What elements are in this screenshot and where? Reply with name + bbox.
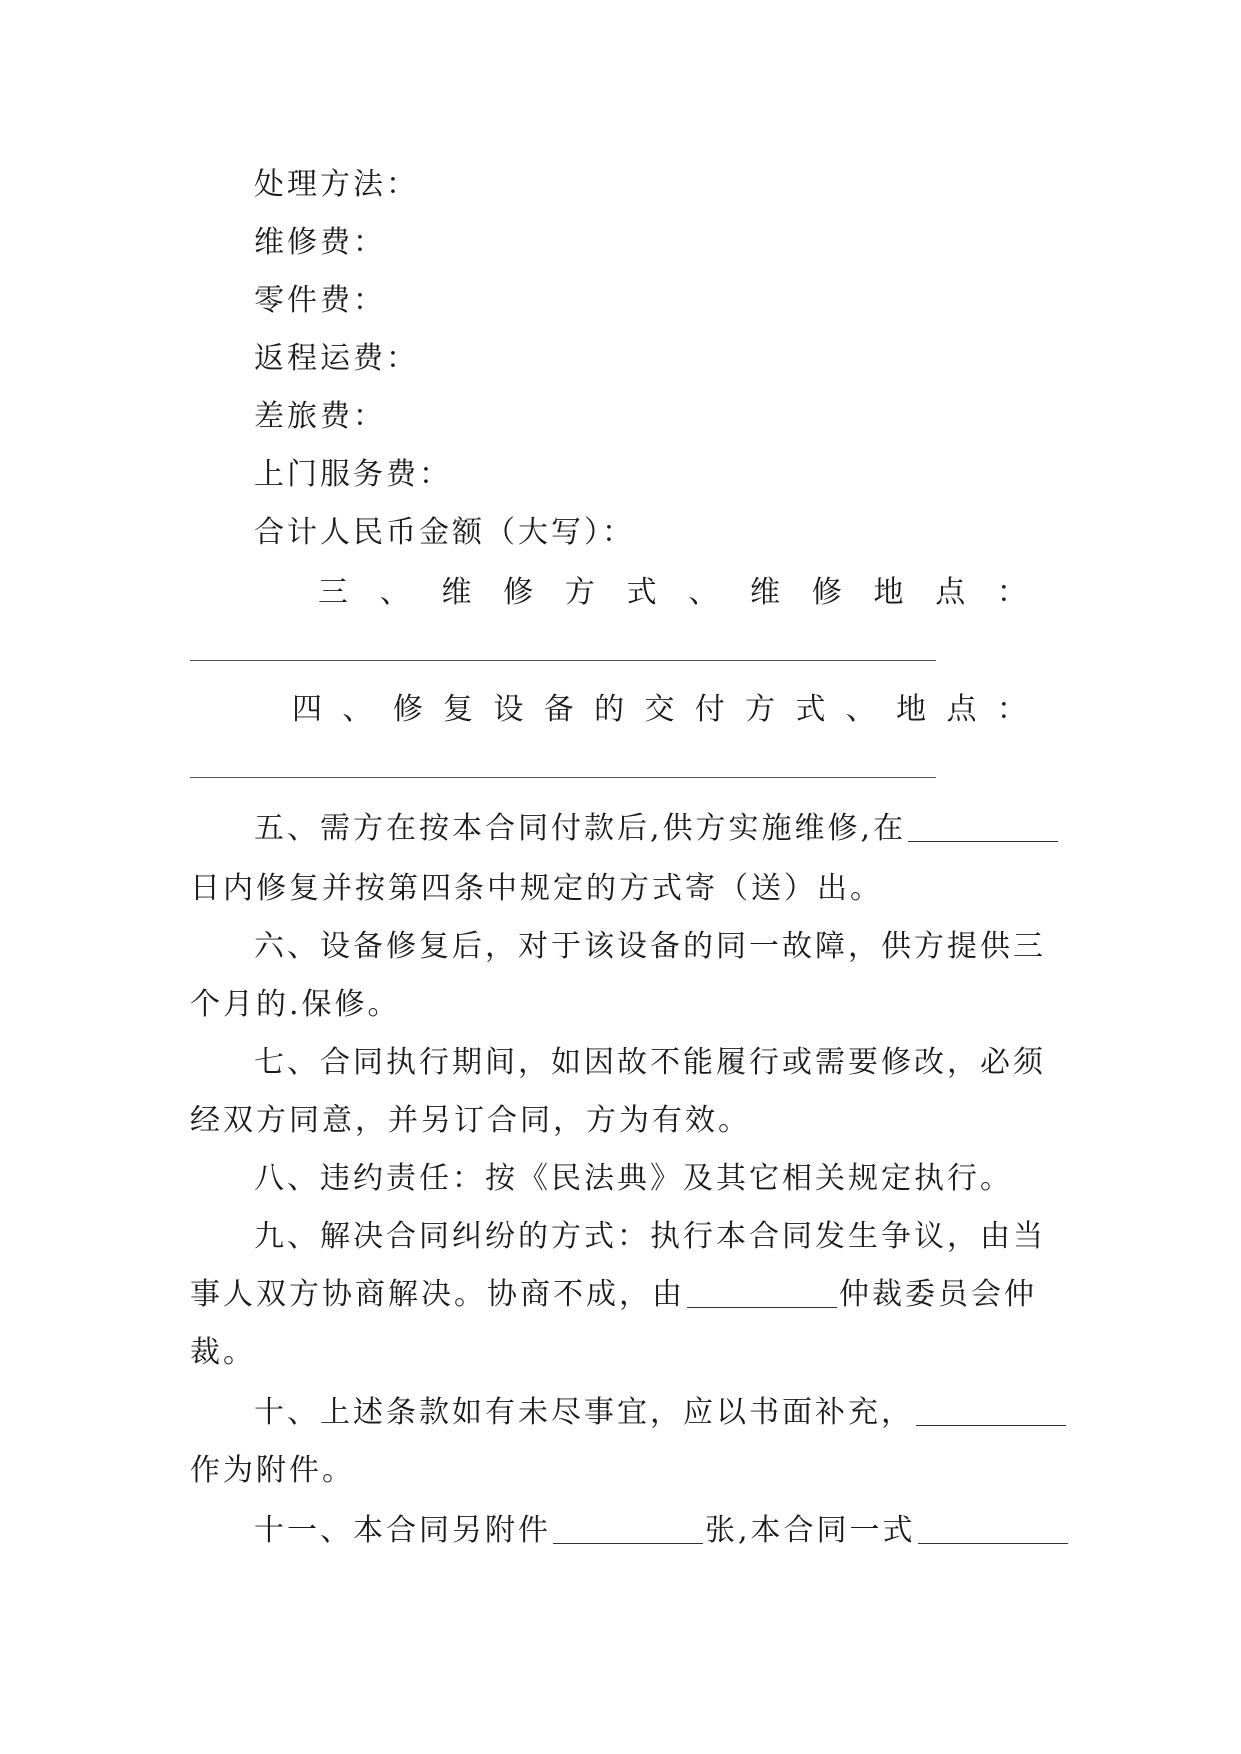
clause-11-text-a: 十一、本合同另附件 — [254, 1513, 551, 1548]
clause-4-char: 点 — [946, 692, 980, 727]
clause-5-days-blank[interactable] — [908, 811, 1058, 842]
clause-9-line-1: 九、解决合同纠纷的方式：执行本合同发生争议，由当 — [254, 1219, 1046, 1254]
clause-3-char: 点 — [935, 575, 969, 610]
clause-4-char: 交 — [644, 692, 678, 727]
fee-travel: 差旅费： — [254, 399, 386, 434]
fee-onsite: 上门服务费： — [254, 457, 452, 492]
clause-5-line-2: 日内修复并按第四条中规定的方式寄（送）出。 — [190, 871, 883, 906]
clause-9-text-a: 事人双方协商解决。协商不成，由 — [190, 1277, 685, 1312]
clause-5-text: 五、需方在按本合同付款后,供方实施维修,在 — [254, 811, 907, 846]
clause-3-char: 修 — [503, 575, 537, 610]
clause-4-char: 四 — [292, 692, 325, 727]
clause-3-char: 三 — [318, 575, 351, 610]
clause-4-char: 备 — [543, 692, 577, 727]
clause-6-line-1: 六、设备修复后，对于该设备的同一故障，供方提供三 — [254, 929, 1046, 964]
clause-4-char: 复 — [443, 692, 477, 727]
clause-3-char: 、 — [688, 575, 722, 610]
clause-4-heading — [292, 690, 1030, 730]
clause-4-char: 的 — [594, 692, 628, 727]
clause-3-char: 修 — [811, 575, 845, 610]
clause-11-line — [254, 1511, 1070, 1551]
fee-repair: 维修费： — [254, 225, 386, 260]
clause-11-text-b: 张,本合同一式 — [705, 1513, 916, 1548]
clause-4-char: ： — [996, 692, 1030, 727]
clause-5-line-1 — [254, 809, 1060, 849]
clause-3-char: 、 — [379, 575, 413, 610]
fee-total: 合计人民币金额（大写）： — [254, 515, 635, 550]
clause-4-char: 、 — [342, 692, 376, 727]
clause-7-line-2: 经双方同意，并另订合同，方为有效。 — [190, 1103, 751, 1138]
clause-3-char: ： — [996, 575, 1030, 610]
clause-3-char: 方 — [564, 575, 598, 610]
clause-9-line-3: 裁。 — [190, 1335, 256, 1370]
clause-6-line-2: 个月的.保修。 — [190, 987, 401, 1022]
clause-3-char: 地 — [873, 575, 907, 610]
clause-9-line-2 — [190, 1275, 1037, 1315]
clause-10-text: 十、上述条款如有未尽事宜，应以书面补充， — [254, 1395, 914, 1430]
fee-method: 处理方法： — [254, 167, 419, 202]
clause-3-heading — [318, 573, 1030, 613]
clause-10-line-1 — [254, 1393, 1068, 1433]
clause-9-text-b: 仲裁委员会仲 — [839, 1277, 1037, 1312]
clause-8: 八、违约责任：按《民法典》及其它相关规定执行。 — [254, 1161, 1013, 1196]
clause-3-blank-line — [190, 660, 936, 661]
clause-4-blank-line — [190, 777, 936, 778]
fee-parts: 零件费： — [254, 283, 386, 318]
clause-3-char: 维 — [441, 575, 475, 610]
clause-4-char: 设 — [493, 692, 527, 727]
attachment-count-blank[interactable] — [553, 1513, 703, 1544]
clause-4-char: 式 — [795, 692, 829, 727]
clause-10-blank[interactable] — [916, 1395, 1066, 1426]
arbitration-committee-blank[interactable] — [687, 1277, 837, 1308]
clause-4-char: 付 — [694, 692, 728, 727]
clause-4-char: 、 — [845, 692, 879, 727]
clause-4-char: 地 — [896, 692, 930, 727]
copies-count-blank[interactable] — [918, 1513, 1068, 1544]
clause-3-char: 维 — [750, 575, 784, 610]
clause-3-char: 式 — [626, 575, 660, 610]
fee-return-freight: 返程运费： — [254, 341, 419, 376]
clause-4-char: 方 — [745, 692, 779, 727]
clause-7-line-1: 七、合同执行期间，如因故不能履行或需要修改，必须 — [254, 1045, 1046, 1080]
clause-10-line-2: 作为附件。 — [190, 1453, 355, 1488]
clause-4-char: 修 — [392, 692, 426, 727]
